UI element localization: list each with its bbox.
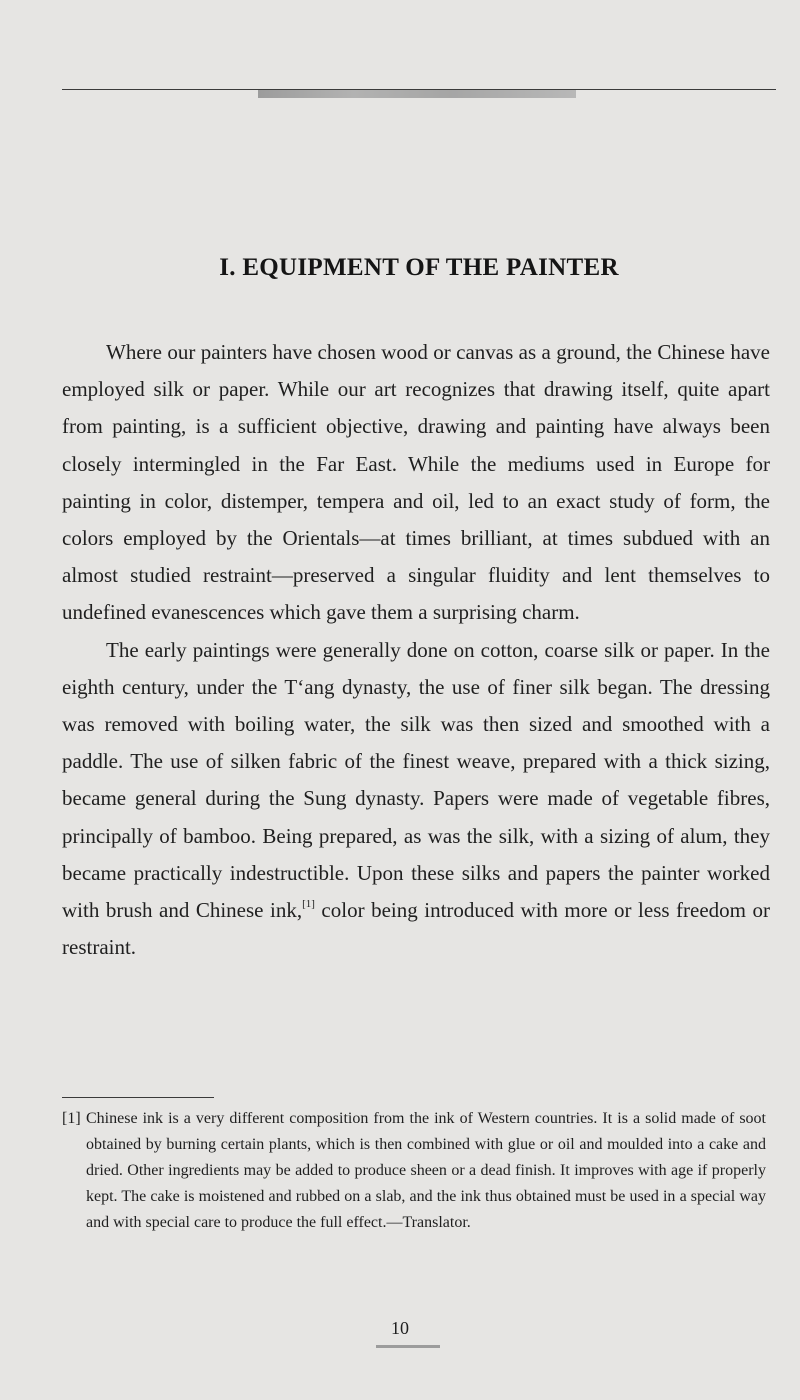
footnote-reference: [1]: [302, 898, 315, 911]
header-rule-band: [258, 90, 576, 98]
footnote-rule: [62, 1097, 214, 1098]
chapter-title: I. EQUIPMENT OF THE PAINTER: [219, 254, 619, 281]
footnote: [62, 1106, 766, 1236]
footnote-marker: [1]: [62, 1110, 81, 1127]
paragraph-2-tail: color being introduced with more or less freedom or restraint.: [62, 898, 771, 960]
paragraph-2: [62, 632, 770, 967]
page-number: 10: [391, 1318, 409, 1338]
page-number-rule: [376, 1345, 440, 1348]
paragraph-1: Where our painters have chosen wood or canvas as a ground, the Chinese have employed silk or paper. While our art recognizes that drawing itself, quite apart from painting, is a sufficient objective, drawing and painting have always been closely intermingled in the Far East. While the mediums used in Europe for painting in color, distemper, tempera and oil, led to an exact study of form, the colors employed by the Orientals—at times brilliant, at times subdued with an almost studied restraint—preserved a singular fluidity and lent themselves to undefined evanescences which gave them a surprising charm.: [62, 340, 770, 625]
footnote-text: Chinese ink is a very different composition from the ink of Western countries. It is a solid made of soot obtained by burning certain plants, which is then combined with glue or oil and moulded into a cake and dried. Other ingredients may be added to produce sheen or a dead finish. It improves with age if properly kept. The cake is moistened and rubbed on a slab, and the ink thus obtained must be used in a special way and with special care to produce the full effect.—Translator.: [86, 1110, 766, 1231]
paragraph-2-text: The early paintings were generally done on cotton, coarse silk or paper. In the eighth century, under the T‘ang dynasty, the use of finer silk began. The dressing was removed with boiling water, the silk was then sized and smoothed with a paddle. The use of silken fabric of the finest weave, prepared with a thick sizing, became general during the Sung dynasty. Papers were made of vegetable fibres, principally of bamboo. Being prepared, as was the silk, with a sizing of alum, they became practically indestructible. Upon these silks and papers the painter worked with brush and Chinese ink,: [62, 637, 770, 923]
body-text: [62, 334, 770, 966]
